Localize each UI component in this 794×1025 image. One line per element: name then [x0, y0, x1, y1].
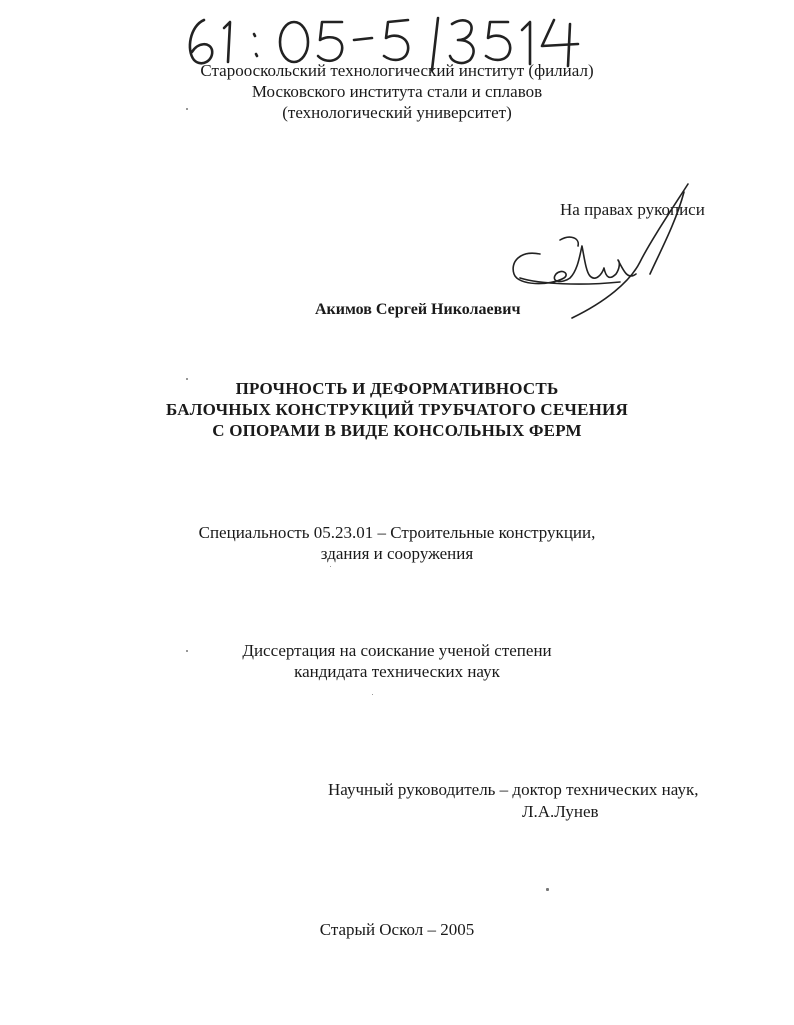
institution-line-2: Московского института стали и сплавов	[251, 82, 543, 101]
institution-line-3: (технологический университет)	[282, 103, 512, 122]
rights-notice: На правах рукописи	[560, 200, 705, 219]
scan-speck	[186, 378, 188, 380]
degree-line-2: кандидата технических наук	[294, 662, 500, 681]
degree-line-1: Диссертация на соискание ученой степени	[242, 641, 552, 660]
specialty-line-2: здания и сооружения	[320, 544, 474, 563]
institution-line-1: Старооскольский технологический институт (филиал)	[200, 61, 594, 80]
specialty-line-1: Специальность 05.23.01 – Строительные конструкции,	[198, 523, 596, 542]
institution-block	[0, 60, 794, 123]
scan-speck	[330, 566, 331, 567]
scan-speck	[186, 108, 188, 110]
scan-speck	[186, 650, 188, 652]
title-line-3: С ОПОРАМИ В ВИДЕ КОНСОЛЬНЫХ ФЕРМ	[212, 421, 582, 440]
author-signature	[500, 182, 710, 322]
title-line-1: ПРОЧНОСТЬ И ДЕФОРМАТИВНОСТЬ	[235, 379, 559, 398]
supervisor-name: Л.А.Лунев	[522, 802, 599, 821]
author-name: Акимов Сергей Николаевич	[315, 301, 521, 318]
title-line-2: БАЛОЧНЫХ КОНСТРУКЦИЙ ТРУБЧАТОГО СЕЧЕНИЯ	[166, 400, 628, 419]
specialty-block	[0, 522, 794, 564]
dissertation-degree-block	[0, 640, 794, 682]
scan-speck	[546, 888, 549, 891]
scan-speck	[372, 694, 373, 695]
dissertation-title	[0, 378, 794, 441]
supervisor-title: Научный руководитель – доктор технических наук,	[328, 780, 699, 799]
city-year: Старый Оскол – 2005	[319, 920, 475, 939]
